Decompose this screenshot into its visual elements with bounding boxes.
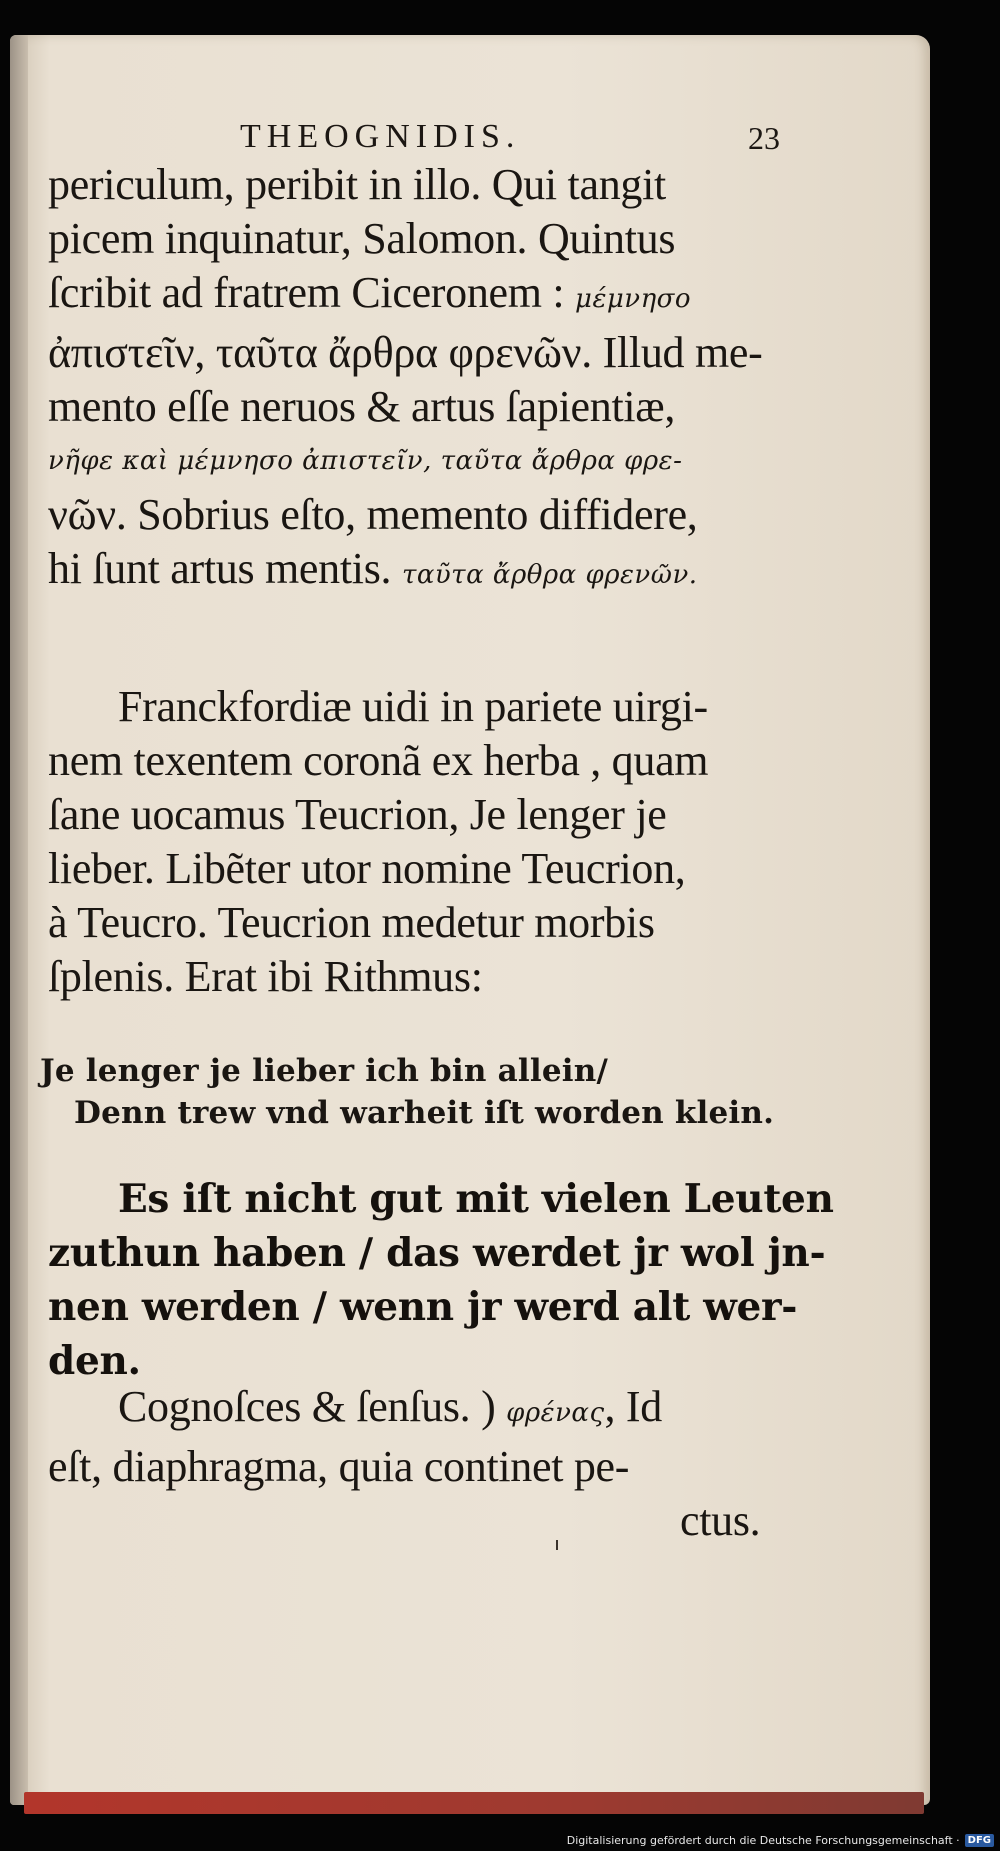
greek-text-line: νῆφε καὶ μέμνησο ἀπιστεῖν, ταῦτα ἄρθρα φρε- xyxy=(48,446,683,476)
page-bottom-edge xyxy=(24,1792,924,1814)
digitization-footer xyxy=(567,1834,994,1847)
text-line xyxy=(48,1380,788,1440)
text-line: Es iſt nicht gut mit vielen Leuten xyxy=(118,1176,834,1222)
text-line: Franckfordiæ uidi in pariete uirgi- xyxy=(118,682,708,731)
text-line: ἀπιστεῖν, ταῦτα ἄρθρα φρενῶν. Illud me- xyxy=(48,328,763,377)
text-line: eſt, diaphragma, quia continet pe- xyxy=(48,1442,630,1491)
text-line: ctus. xyxy=(680,1496,761,1545)
text-line: nem texentem coronã ex herba , quam xyxy=(48,736,709,785)
rhyme-verse xyxy=(40,1050,780,1134)
running-head: THEOGNIDIS. xyxy=(240,118,521,155)
text-line: ſane uocamus Teucrion, Je lenger je xyxy=(48,790,667,839)
footer-credit: Digitalisierung gefördert durch die Deutsche Forschungsgemeinschaft · xyxy=(566,1834,960,1847)
text-line: lieber. Libẽter utor nomine Teucrion, xyxy=(48,844,686,893)
paragraph-1 xyxy=(48,158,788,602)
text-line: ſplenis. Erat ibi Rithmus: xyxy=(48,952,483,1001)
verse-line: Denn trew vnd warheit iſt worden klein. xyxy=(74,1095,775,1131)
greek-text: μέμνησο xyxy=(575,284,692,314)
dfg-logo: DFG xyxy=(965,1834,994,1847)
text-line xyxy=(48,542,788,602)
latin-text: Cognoſces & ſenſus. ) xyxy=(118,1382,496,1431)
text-line: νῶν. Sobrius eſto, memento diffidere, xyxy=(48,490,698,539)
text-line xyxy=(48,266,788,326)
page-number: 23 xyxy=(748,120,780,156)
german-paragraph xyxy=(48,1172,834,1388)
page-binding-edge xyxy=(10,35,28,1805)
text-line: picem inquinatur, Salomon. Quintus xyxy=(48,214,676,263)
greek-text: φρένας xyxy=(506,1398,605,1428)
text-line: à Teucro. Teucrion medetur morbis xyxy=(48,898,655,947)
final-paragraph xyxy=(48,1380,788,1548)
greek-text: ταῦτα ἄρθρα φρενῶν. xyxy=(401,560,698,590)
text-line: periculum, peribit in illo. Qui tangit xyxy=(48,160,666,209)
verse-line: Je lenger je lieber ich bin allein/ xyxy=(40,1053,609,1089)
latin-text: , Id xyxy=(604,1382,662,1431)
paragraph-2 xyxy=(48,680,788,1004)
text-line: zuthun haben / das werdet jr wol jn- xyxy=(48,1230,826,1276)
text-line: den. xyxy=(48,1338,141,1384)
latin-text: ſcribit ad fratrem Ciceronem : xyxy=(48,268,565,317)
stray-ink-mark xyxy=(556,1540,558,1550)
latin-text: hi ſunt artus mentis. xyxy=(48,544,392,593)
text-line: mento eſſe neruos & artus ſapientiæ, xyxy=(48,382,676,431)
text-line: nen werden / wenn jr werd alt wer- xyxy=(48,1284,798,1330)
